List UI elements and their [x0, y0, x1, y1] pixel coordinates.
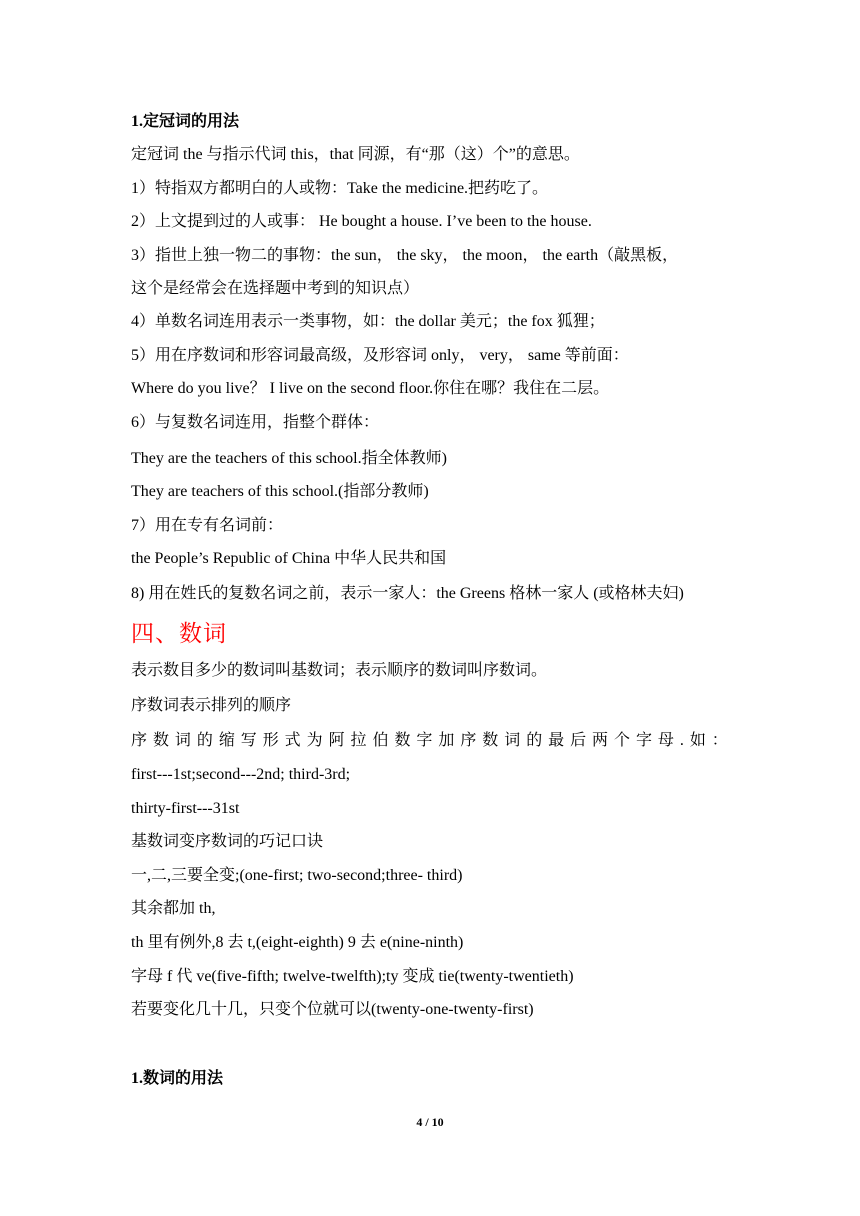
paragraph-line: 8) 用在姓氏的复数名词之前，表示一家人：the Greens 格林一家人 (或格林夫妇): [131, 585, 684, 602]
section-heading-definite-article: 1.定冠词的用法: [131, 113, 240, 130]
paragraph-line: 6）与复数名词连用，指整个群体：: [131, 414, 380, 431]
paragraph-line: 7）用在专有名词前：: [131, 517, 284, 534]
paragraph-line: 4）单数名词连用表示一类事物，如：the dollar 美元；the fox 狐狸；: [131, 313, 605, 330]
paragraph-line: Where do you live？ I live on the second floor.你住在哪？我住在二层。: [131, 380, 610, 397]
paragraph-line: 定冠词 the 与指示代词 this，that 同源，有“那（这）个”的意思。: [131, 146, 580, 163]
paragraph-line: 3）指世上独一物二的事物：the sun， the sky， the moon， the earth（敲黑板，: [131, 247, 679, 264]
paragraph-line: 若要变化几十几，只变个位就可以(twenty-one-twenty-first): [131, 1001, 534, 1018]
section-heading-numeral-usage: 1.数词的用法: [131, 1070, 224, 1087]
paragraph-line: 字母 f 代 ve(five-fifth; twelve-twelfth);ty 变成 tie(twenty-twentieth): [131, 968, 574, 985]
paragraph-line: thirty-first---31st: [131, 800, 240, 817]
paragraph-line: They are the teachers of this school.指全体教师): [131, 450, 447, 467]
page-number: 4 / 10: [416, 1115, 444, 1129]
paragraph-line: 这个是经常会在选择题中考到的知识点）: [131, 280, 420, 297]
paragraph-line: 序数词表示排列的顺序: [131, 697, 292, 714]
paragraph-line: the People’s Republic of China 中华人民共和国: [131, 550, 447, 567]
paragraph-line: 一,二,三要全变;(one-first; two-second;three- third): [131, 867, 463, 884]
paragraph-line: th 里有例外,8 去 t,(eight-eighth) 9 去 e(nine-ninth): [131, 934, 464, 951]
paragraph-line: first---1st;second---2nd; third-3rd;: [131, 766, 351, 783]
paragraph-line: 2）上文提到过的人或事： He bought a house. I’ve been to the house.: [131, 213, 592, 230]
paragraph-line: 基数词变序数词的巧记口诀: [131, 833, 324, 850]
paragraph-line: 1）特指双方都明白的人或物：Take the medicine.把药吃了。: [131, 180, 549, 197]
section-heading-numerals: 四、数词: [131, 621, 227, 647]
paragraph-line: They are teachers of this school.(指部分教师): [131, 483, 429, 500]
paragraph-line: 其余都加 th,: [131, 900, 216, 917]
paragraph-line: 5）用在序数词和形容词最高级，及形容词 only， very， same 等前面：: [131, 347, 629, 364]
paragraph-line: 表示数目多少的数词叫基数词；表示顺序的数词叫序数词。: [131, 662, 548, 679]
paragraph-line: 序数词的缩写形式为阿拉伯数字加序数词的最后两个字母.如：: [131, 732, 731, 749]
